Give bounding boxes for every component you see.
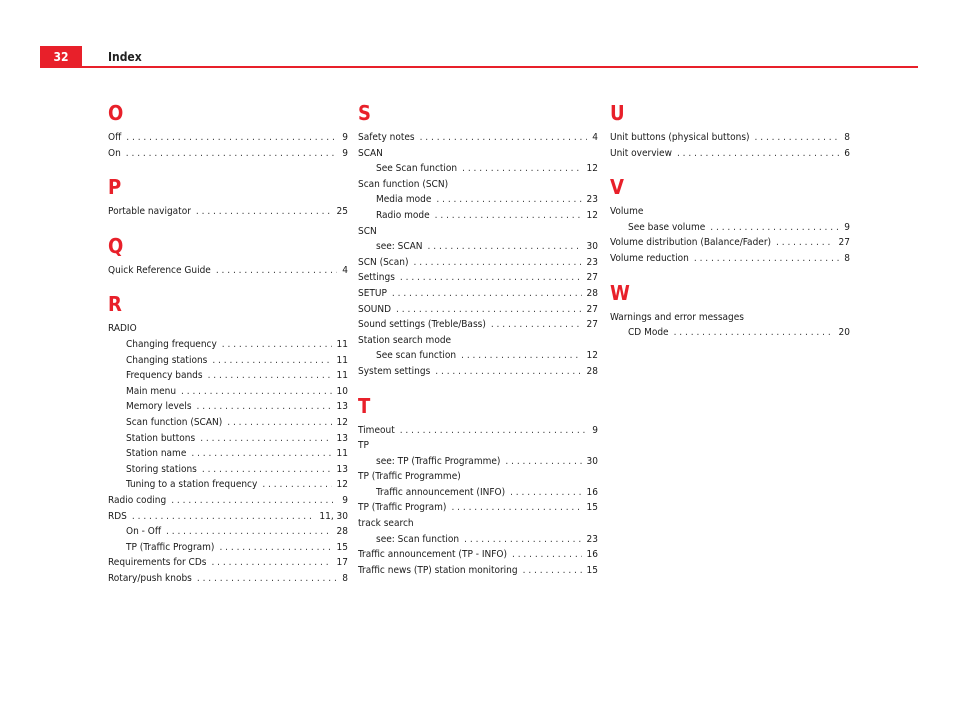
entry-page: 8 [844,132,850,143]
leader-dots [512,547,582,563]
leader-dots [694,251,839,267]
leader-dots [166,524,332,540]
index-entry [108,462,348,478]
entry-label: SETUP [358,287,387,299]
entry-page: 8 [844,252,850,264]
index-entry [108,337,348,353]
entry-page: 12 [586,350,598,362]
header-divider [82,66,918,68]
entry-label: Storing stations [126,463,197,475]
entry-page: 20 [838,327,850,339]
entry-page: 23 [586,256,598,268]
entry-page: 12 [336,416,348,428]
entry-label: Main menu [126,385,177,397]
section-letter: T [358,393,371,418]
entry-page: 28 [586,365,598,377]
entry-label: SCN (Scan) [358,256,409,268]
index-entry [358,500,598,516]
entry-page: 15 [586,564,598,576]
entry-page: 9 [342,147,348,159]
index-heading: Warnings and error messages [610,311,744,323]
index-entry [358,161,598,177]
leader-dots [212,353,331,369]
index-heading: Volume [610,206,644,218]
leader-dots [262,477,331,493]
entry-page: 25 [336,206,348,218]
index-entry [358,286,598,302]
index-heading: TP (Traffic Programme) [358,471,461,483]
entry-label: Traffic announcement (INFO) [376,486,506,498]
leader-dots [461,348,581,364]
section-letter: Q [108,233,124,258]
leader-dots [222,337,332,353]
leader-dots [755,130,840,146]
entry-label: see: SCAN [376,241,423,253]
index-entry [108,368,348,384]
leader-dots [435,208,582,224]
index-column-3 [610,101,850,355]
page-header [40,46,918,68]
entry-page: 30 [586,455,598,467]
leader-dots [462,161,581,177]
index-entry [108,446,348,462]
index-entry [358,255,598,271]
entry-page: 17 [336,557,348,569]
leader-dots [211,555,331,571]
leader-dots [396,302,582,318]
entry-page: 16 [586,549,598,561]
index-entry [108,415,348,431]
entry-page: 12 [336,479,348,491]
leader-dots [197,399,332,415]
index-entry [358,563,598,579]
entry-page: 4 [342,264,348,276]
entry-label: Tuning to a station frequency [126,479,258,491]
leader-dots [216,263,337,279]
index-entry [108,540,348,556]
entry-page: 28 [336,526,348,538]
page-number: 32 [40,46,82,68]
entry-label: Quick Reference Guide [108,264,211,276]
leader-dots [197,571,337,587]
index-entry [610,130,850,146]
index-entry [358,302,598,318]
leader-dots [219,540,331,556]
index-heading: SCN [358,225,377,237]
index-heading: track search [358,518,414,530]
entry-page: 15 [336,541,348,553]
entry-label: SOUND [358,303,392,315]
index-entry [108,431,348,447]
index-entry [610,235,850,251]
index-entry [108,263,348,279]
index-entry [108,384,348,400]
index-entry [358,130,598,146]
entry-label: Traffic announcement (TP - INFO) [358,549,507,561]
leader-dots [171,493,337,509]
section-letter: S [358,101,371,125]
entry-label: System settings [358,365,431,377]
entry-label: See base volume [628,221,706,233]
leader-dots [413,255,581,271]
leader-dots [510,485,581,501]
entry-label: CD Mode [628,327,669,339]
section-letter: U [610,101,625,125]
index-entry [358,454,598,470]
entry-page: 27 [838,237,850,249]
index-entry [358,317,598,333]
entry-label: Settings [358,272,395,284]
index-entry [610,325,850,341]
index-entry [108,399,348,415]
leader-dots [202,462,332,478]
leader-dots [451,500,581,516]
index-entry [108,146,348,162]
entry-label: On - Off [126,526,162,538]
entry-page: 27 [586,272,598,284]
index-entry [108,509,348,525]
entry-page: 10 [336,385,348,397]
section-letter: V [610,175,624,200]
index-section [610,175,850,266]
index-section [610,101,850,161]
index-heading: SCAN [358,147,383,159]
entry-label: RDS [108,510,127,522]
section-letter: P [108,175,122,200]
entry-label: Unit overview [610,147,672,159]
index-entry [358,423,598,439]
index-entry [108,477,348,493]
entry-label: Volume distribution (Balance/Fader) [610,237,772,249]
entry-page: 9 [342,132,348,143]
index-entry [358,348,598,364]
index-entry [108,493,348,509]
section-letter: W [610,280,630,305]
entry-label: Sound settings (Treble/Bass) [358,319,486,331]
entry-label: Timeout [358,424,395,436]
leader-dots [710,220,839,236]
entry-label: Changing stations [126,354,208,366]
index-entry [108,130,348,146]
entry-label: Scan function (SCAN) [126,416,223,428]
entry-label: Off [108,132,122,143]
section-letter: O [108,101,124,125]
entry-page: 12 [586,209,598,221]
entry-label: Station name [126,448,187,460]
leader-dots [400,270,582,286]
leader-dots [491,317,582,333]
page-title: Index [108,50,142,64]
entry-page: 23 [586,533,598,545]
entry-label: see: TP (Traffic Programme) [376,455,501,467]
entry-page: 9 [844,221,850,233]
entry-label: TP (Traffic Program) [126,541,215,553]
entry-page: 11, 30 [319,510,348,522]
entry-label: See scan function [376,350,457,362]
entry-label: Requirements for CDs [108,557,207,569]
index-entry [108,555,348,571]
index-column-1 [108,101,348,600]
index-section [610,281,850,341]
leader-dots [181,384,332,400]
entry-page: 12 [586,163,598,175]
index-entry [358,485,598,501]
leader-dots [677,146,839,162]
leader-dots [436,192,581,208]
entry-page: 27 [586,319,598,331]
entry-label: Frequency bands [126,370,203,382]
section-letter: R [108,292,122,317]
index-entry [358,532,598,548]
entry-page: 27 [586,303,598,315]
entry-label: Changing frequency [126,338,217,350]
index-section [108,234,348,279]
index-entry [610,251,850,267]
index-section [108,292,348,586]
index-entry [358,192,598,208]
entry-label: See Scan function [376,163,458,175]
entry-label: Rotary/push knobs [108,572,192,584]
entry-label: Radio mode [376,209,430,221]
index-entry [358,364,598,380]
entry-page: 6 [844,147,850,159]
entry-page: 9 [592,424,598,436]
entry-label: Volume reduction [610,252,689,264]
index-section [108,101,348,161]
index-heading: TP [358,440,369,452]
leader-dots [420,130,588,146]
leader-dots [523,563,582,579]
entry-page: 15 [586,502,598,514]
entry-page: 4 [592,132,598,143]
entry-label: see: Scan function [376,533,460,545]
entry-label: Station buttons [126,432,196,444]
entry-page: 8 [342,572,348,584]
index-entry [358,270,598,286]
leader-dots [196,204,332,220]
index-entry [358,208,598,224]
index-entry [610,146,850,162]
leader-dots [776,235,834,251]
leader-dots [435,364,581,380]
entry-page: 9 [342,494,348,506]
leader-dots [505,454,581,470]
entry-page: 13 [336,463,348,475]
index-section [358,394,598,579]
index-column-2 [358,101,598,592]
entry-page: 16 [586,486,598,498]
entry-page: 13 [336,401,348,413]
index-entry [108,571,348,587]
entry-page: 11 [336,370,348,382]
index-entry [108,353,348,369]
leader-dots [191,446,331,462]
index-entry [358,547,598,563]
leader-dots [392,286,582,302]
entry-page: 11 [336,448,348,460]
entry-label: Traffic news (TP) station monitoring [358,564,518,576]
entry-page: 28 [586,287,598,299]
leader-dots [126,146,337,162]
index-entry [610,220,850,236]
leader-dots [126,130,337,146]
entry-label: Portable navigator [108,206,191,218]
entry-page: 11 [336,338,348,350]
entry-page: 23 [586,194,598,206]
index-entry [108,204,348,220]
entry-page: 13 [336,432,348,444]
leader-dots [200,431,331,447]
entry-label: Radio coding [108,494,167,506]
leader-dots [227,415,331,431]
entry-label: Media mode [376,194,432,206]
entry-label: Safety notes [358,132,415,143]
index-entry [358,239,598,255]
index-entry [108,524,348,540]
index-heading: Station search mode [358,334,452,346]
entry-label: Unit buttons (physical buttons) [610,132,750,143]
entry-page: 30 [586,241,598,253]
index-heading: Scan function (SCN) [358,178,449,190]
leader-dots [208,368,332,384]
leader-dots [428,239,582,255]
leader-dots [674,325,834,341]
index-section [358,101,598,380]
index-heading: RADIO [108,323,137,335]
entry-page: 11 [336,354,348,366]
entry-label: TP (Traffic Program) [358,502,447,514]
leader-dots [400,423,588,439]
entry-label: On [108,147,121,159]
index-section [108,175,348,220]
leader-dots [132,509,314,525]
entry-label: Memory levels [126,401,192,413]
leader-dots [464,532,581,548]
